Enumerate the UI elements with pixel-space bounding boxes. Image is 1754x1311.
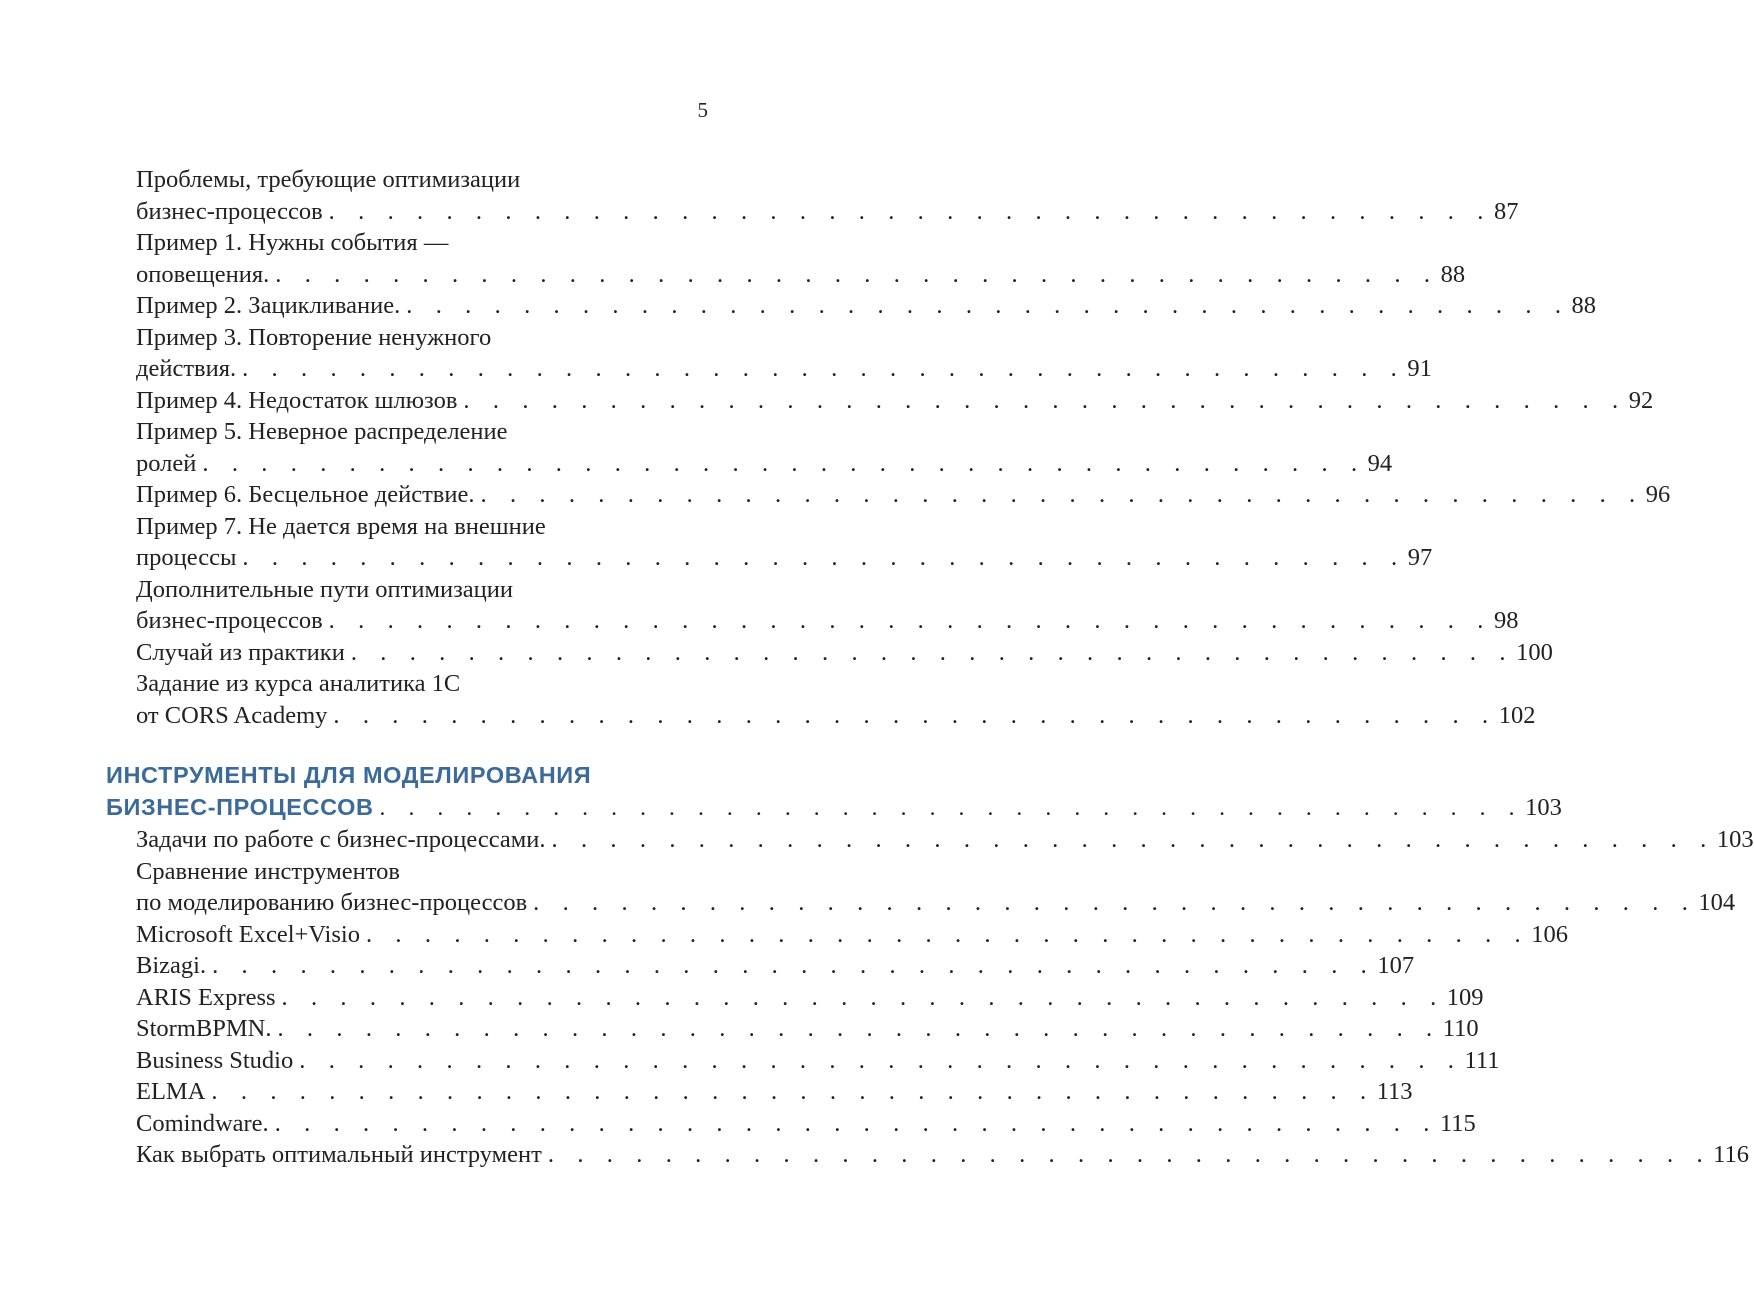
toc-entry-title: Пример 6. Бесцельное действие. xyxy=(136,481,475,508)
toc-entry-title: Пример 3. Повторение ненужного xyxy=(136,323,492,351)
toc-entry-title: Дополнительные пути оптимизации xyxy=(136,575,513,603)
section-heading-line1: ИНСТРУМЕНТЫ ДЛЯ МОДЕЛИРОВАНИЯ xyxy=(106,762,592,788)
toc-entry-page: 104 xyxy=(1698,889,1736,916)
toc-entry xyxy=(136,386,1654,419)
dot-leader: . . . . . . . . . . . . . . . . . . . . . . . . . . . . . . . . . . . . . . . . xyxy=(212,952,1376,979)
toc-entry xyxy=(136,858,706,890)
toc-entry-page: 87 xyxy=(1493,197,1519,225)
dot-leader: . . . . . . . . . . . . . . . . . . . . . . . . . . . . . . . . . . . . . . . . xyxy=(379,795,1524,821)
toc-entry-page: 110 xyxy=(1442,1015,1479,1042)
toc-entry-title: Bizagi. xyxy=(136,952,207,979)
toc-entry-page: 106 xyxy=(1531,920,1568,948)
toc-entry-title: бизнес-процессов xyxy=(136,607,323,634)
toc-entry-title: Comindware. xyxy=(136,1109,269,1137)
toc-entry xyxy=(136,355,1432,387)
toc-entry-page: 100 xyxy=(1516,638,1553,666)
toc-entry-page: 97 xyxy=(1407,544,1433,571)
toc-entry xyxy=(136,1078,1413,1110)
dot-leader: . . . . . . . . . . . . . . . . . . . . . . . . . . . . . . . . . . . . . . . . xyxy=(463,386,1627,414)
toc-entry xyxy=(136,513,706,545)
toc-entry-title: Как выбрать оптимальный инструмент xyxy=(136,1141,542,1168)
toc-entry xyxy=(136,324,706,356)
toc-entry-page: 109 xyxy=(1446,983,1484,1011)
toc-entry xyxy=(136,1015,1479,1047)
toc-entry-page: 94 xyxy=(1367,449,1393,477)
toc-entry-page: 116 xyxy=(1713,1141,1750,1168)
toc-entry-title: Сравнение инструментов xyxy=(136,857,400,885)
toc-entry xyxy=(136,1046,1500,1079)
toc-entry-title: ELMA xyxy=(136,1078,206,1105)
toc-entry xyxy=(136,701,1536,734)
dot-leader: . . . . . . . . . . . . . . . . . . . . . . . . . . . . . . . . . . . . . . . . xyxy=(275,260,1439,288)
toc-entry xyxy=(136,638,1553,671)
dot-leader: . . . . . . . . . . . . . . . . . . . . . . . . . . . . . . . . . . . . . . . . xyxy=(242,355,1406,382)
toc-entry xyxy=(136,260,1466,293)
toc-entry xyxy=(136,229,706,261)
dot-leader: . . . . . . . . . . . . . . . . . . . . . . . . . . . . . . . . . . . . . . . . xyxy=(328,197,1492,225)
dot-leader: . . . . . . . . . . . . . . . . . . . . . . . . . . . . . . . . . . . . . . . . xyxy=(299,1046,1463,1074)
toc-entry-page: 107 xyxy=(1377,952,1415,979)
section-heading xyxy=(106,762,706,794)
toc-entry xyxy=(136,920,1568,953)
dot-leader: . . . . . . . . . . . . . . . . . . . . . . . . . . . . . . . . . . . . . . . . xyxy=(480,481,1644,508)
toc-entry xyxy=(136,197,1519,230)
toc-entry-page: 96 xyxy=(1645,481,1671,508)
toc-entry-page: 91 xyxy=(1407,355,1432,382)
toc-entry-title: Microsoft Excel+Visio xyxy=(136,920,360,948)
toc-entry-title: действия. xyxy=(136,355,237,382)
toc-entry xyxy=(136,826,1754,858)
toc-entry-page: 102 xyxy=(1498,701,1536,729)
section-heading-page: 103 xyxy=(1525,794,1562,821)
toc-entry-page: 113 xyxy=(1376,1078,1413,1105)
toc-entry-title: Случай из практики xyxy=(136,638,345,666)
toc-entry xyxy=(136,1141,1750,1173)
toc-entry-page: 98 xyxy=(1493,607,1519,634)
dot-leader: . . . . . . . . . . . . . . . . . . . . . . . . . . . . . . . . . . . . . . . . xyxy=(533,889,1697,916)
toc-entry xyxy=(136,481,1671,513)
toc-entry xyxy=(136,576,706,608)
dot-leader: . . . . . . . . . . . . . . . . . . . . . . . . . . . . . . . . . . . . . . . . xyxy=(333,701,1497,729)
toc-entry-page: 88 xyxy=(1571,292,1597,319)
toc-entry xyxy=(136,292,1597,324)
dot-leader: . . . . . . . . . . . . . . . . . . . . . . . . . . . . . . . . . . . . . . . . xyxy=(211,1078,1375,1105)
toc-entry-title: процессы xyxy=(136,544,237,571)
toc-entry xyxy=(136,449,1393,482)
section-heading xyxy=(106,794,1562,826)
toc-entry-title: бизнес-процессов xyxy=(136,197,323,225)
dot-leader: . . . . . . . . . . . . . . . . . . . . . . . . . . . . . . . . . . . . . . . . xyxy=(277,1015,1441,1042)
dot-leader: . . . . . . . . . . . . . . . . . . . . . . . . . . . . . . . . . . . . . . . . xyxy=(328,607,1492,634)
toc-entry-page: 115 xyxy=(1439,1109,1476,1137)
toc-entry-page: 111 xyxy=(1464,1046,1500,1074)
toc-entry-title: ARIS Express xyxy=(136,983,276,1011)
toc-entry xyxy=(136,166,706,198)
toc-entry xyxy=(136,607,1519,639)
toc-entry-title: Пример 5. Неверное распределение xyxy=(136,418,508,445)
toc-entry xyxy=(136,889,1736,921)
toc-entry xyxy=(136,670,706,702)
toc-entry xyxy=(136,952,1415,984)
dot-leader: . . . . . . . . . . . . . . . . . . . . . . . . . . . . . . . . . . . . . . . . xyxy=(202,449,1366,477)
toc-entry xyxy=(136,983,1484,1016)
toc-entry-title: Проблемы, требующие оптимизации xyxy=(136,166,521,193)
toc-entry-title: Пример 1. Нужны события — xyxy=(136,229,449,256)
toc-entry-page: 103 xyxy=(1716,826,1754,853)
dot-leader: . . . . . . . . . . . . . . . . . . . . . . . . . . . . . . . . . . . . . . . . xyxy=(547,1141,1712,1168)
toc-entry-title: по моделированию бизнес-процессов xyxy=(136,889,528,916)
toc-entry-page: 88 xyxy=(1440,260,1466,288)
toc-entry-title: Задачи по работе с бизнес-процессами. xyxy=(136,826,546,853)
toc-entry-title: ролей xyxy=(136,449,197,477)
toc-entry xyxy=(136,1109,1476,1142)
dot-leader: . . . . . . . . . . . . . . . . . . . . . . . . . . . . . . . . . . . . . . . . xyxy=(242,544,1406,571)
toc-entry-title: оповещения. xyxy=(136,260,270,288)
toc-entry-title: Business Studio xyxy=(136,1046,294,1074)
page-number: 5 xyxy=(697,98,708,122)
dot-leader: . . . . . . . . . . . . . . . . . . . . . . . . . . . . . . . . . . . . . . . . xyxy=(365,920,1530,948)
dot-leader: . . . . . . . . . . . . . . . . . . . . . . . . . . . . . . . . . . . . . . . . xyxy=(551,826,1715,853)
toc-entry-title: Пример 2. Зацикливание. xyxy=(136,292,401,319)
section-heading-line2: БИЗНЕС-ПРОЦЕССОВ xyxy=(106,794,374,820)
toc-entry xyxy=(136,544,1433,576)
dot-leader: . . . . . . . . . . . . . . . . . . . . . . . . . . . . . . . . . . . . . . . . xyxy=(274,1109,1438,1137)
toc-entry-page: 92 xyxy=(1628,386,1654,414)
dot-leader: . . . . . . . . . . . . . . . . . . . . . . . . . . . . . . . . . . . . . . . . xyxy=(350,638,1515,666)
toc-entry-title: Пример 7. Не дается время на внешние xyxy=(136,512,546,540)
dot-leader: . . . . . . . . . . . . . . . . . . . . . . . . . . . . . . . . . . . . . . . . xyxy=(281,983,1445,1011)
toc-entry-title: Задание из курса аналитика 1С xyxy=(136,670,461,697)
toc-entry-title: от CORS Academy xyxy=(136,701,328,729)
toc-entry xyxy=(136,418,706,450)
dot-leader: . . . . . . . . . . . . . . . . . . . . . . . . . . . . . . . . . . . . . . . . xyxy=(406,292,1570,319)
toc-entry-title: Пример 4. Недостаток шлюзов xyxy=(136,386,458,414)
toc-entry-title: StormBPMN. xyxy=(136,1015,272,1042)
